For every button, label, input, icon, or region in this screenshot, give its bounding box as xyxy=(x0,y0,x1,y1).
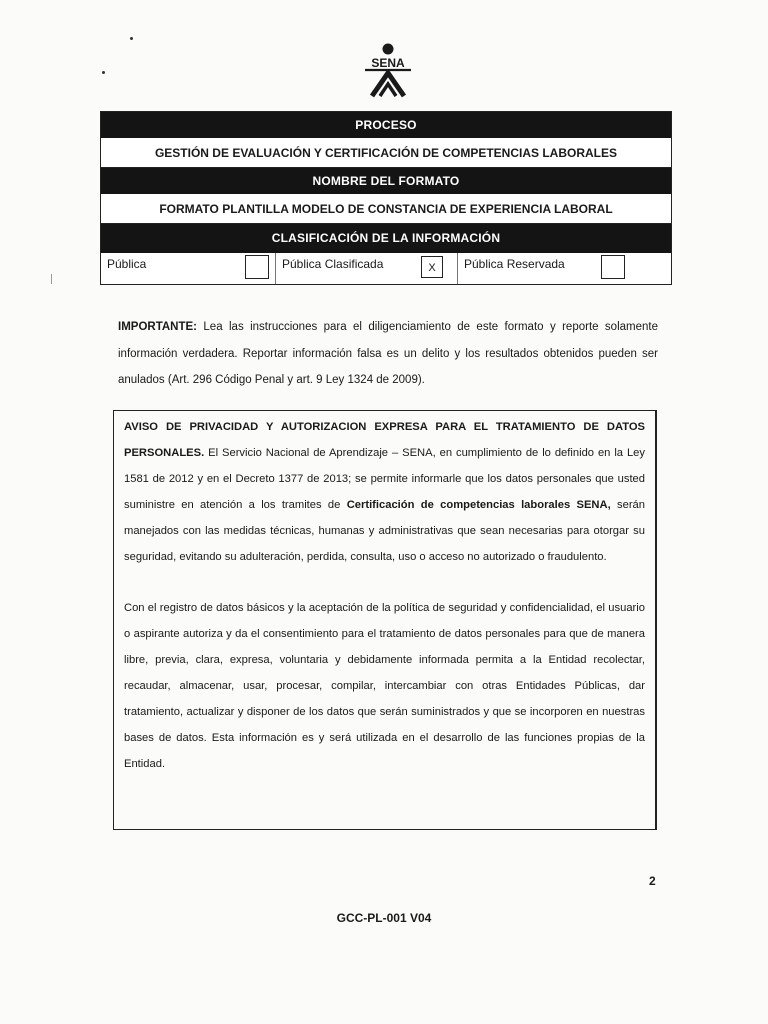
checkbox-publica-clasificada[interactable]: X xyxy=(421,256,443,278)
page-number: 2 xyxy=(649,874,656,888)
scan-speck xyxy=(102,71,105,74)
formato-value: FORMATO PLANTILLA MODELO DE CONSTANCIA DE EXPERIENCIA LABORAL xyxy=(101,194,671,224)
logo-text: SENA xyxy=(371,56,405,70)
option-label: Pública Clasificada xyxy=(282,257,384,271)
scan-mark xyxy=(51,274,52,284)
option-publica xyxy=(101,253,275,284)
option-publica-clasificada xyxy=(275,253,457,284)
clasificacion-options xyxy=(101,253,671,284)
privacy-text-b: serán manejados con las medidas técnicas, humanas y administrativas que sean necesarias para otorgar su seguridad, evitando su adulteración, perdida, consulta, uso o acceso no autorizado o fraudulento. xyxy=(124,498,646,563)
privacy-text-bold: Certificación de competencias laborales SENA, xyxy=(346,498,611,511)
form-header-table xyxy=(100,111,672,285)
clasificacion-label: CLASIFICACIÓN DE LA INFORMACIÓN xyxy=(101,224,671,253)
privacy-notice-box xyxy=(113,410,657,830)
option-label: Pública Reservada xyxy=(464,257,565,271)
privacy-text-a: El Servicio Nacional de Aprendizaje – SENA, en cumplimiento de lo definido en la Ley 1581 de 2012 y en el Decreto 1377 de 2013; se permite informarle que los datos personales que usted suministre en atención a los tramites de xyxy=(124,446,645,511)
proceso-label: PROCESO xyxy=(101,112,671,138)
sena-logo xyxy=(356,42,420,102)
privacy-title: AVISO DE PRIVACIDAD Y AUTORIZACION EXPRESA PARA EL TRATAMIENTO DE DATOS PERSONALES. xyxy=(124,421,645,459)
checkbox-publica-reservada[interactable] xyxy=(601,255,625,279)
document-code: GCC-PL-001 V04 xyxy=(336,911,432,925)
option-publica-reservada xyxy=(457,253,671,284)
option-label: Pública xyxy=(107,257,147,271)
important-notice xyxy=(118,314,658,394)
important-text: Lea las instrucciones para el diligenciamiento de este formato y reporte solamente información verdadera. Reportar información falsa es un delito y los resultados obtenidos pueden ser anulados (Art. 296 Código Penal y art. 9 Ley 1324 de 2009). xyxy=(118,321,658,386)
formato-label: NOMBRE DEL FORMATO xyxy=(101,168,671,194)
proceso-value: GESTIÓN DE EVALUACIÓN Y CERTIFICACIÓN DE COMPETENCIAS LABORALES xyxy=(101,138,671,168)
checkbox-publica[interactable] xyxy=(245,255,269,279)
important-label: IMPORTANTE: xyxy=(118,321,198,333)
privacy-paragraph-2: Con el registro de datos básicos y la aceptación de la política de seguridad y confidencialidad, el usuario o aspirante autoriza y da el consentimiento para el tratamiento de datos personales para que de manera libre, previa, clara, expresa, voluntaria y debidamente informada permita a la Entidad recolectar, recaudar, almacenar, usar, procesar, compilar, intercambiar con otras Entidades Públicas, dar tratamiento, actualizar y disponer de los datos que serán suministrados y que se incorporen en nuestras bases de datos. Esta información es y será utilizada en el desarrollo de las funciones propias de la Entidad. xyxy=(124,602,645,770)
scan-speck xyxy=(130,37,133,40)
privacy-paragraph-1 xyxy=(124,415,645,570)
